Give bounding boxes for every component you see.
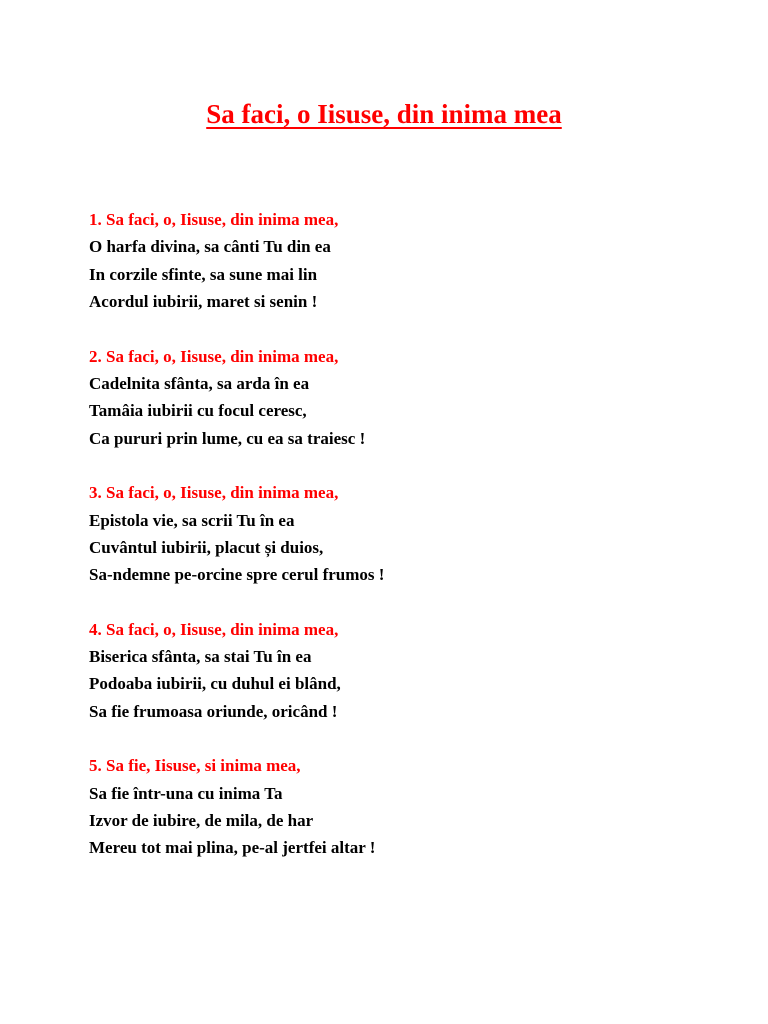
stanza-heading-1: 1. Sa faci, o, Iisuse, din inima mea, [89,210,339,229]
stanza-3 [89,479,729,589]
stanza-line: Acordul iubirii, maret si senin ! [89,292,318,312]
page-title: Sa faci, o Iisuse, din inima mea [206,99,562,129]
stanza-line: Ca pururi prin lume, cu ea sa traiesc ! [89,428,366,448]
stanza-line: Epistola vie, sa scrii Tu în ea [89,510,295,530]
stanza-1 [89,206,729,316]
stanza-heading-4: 4. Sa faci, o, Iisuse, din inima mea, [89,619,339,639]
stanza-line: Izvor de iubire, de mila, de har [89,811,314,831]
stanza-line: Podoaba iubirii, cu duhul ei blând, [89,674,341,694]
stanza-line: Cuvântul iubirii, placut și duios, [89,537,324,557]
stanza-5 [89,752,729,862]
stanza-line: O harfa divina, sa cânti Tu din ea [89,237,331,257]
stanza-heading-2: 2. Sa faci, o, Iisuse, din inima mea, [89,346,339,366]
stanza-line: Tamâia iubirii cu focul ceresc, [89,401,307,421]
stanza-line: Sa fie frumoasa oriunde, oricând ! [89,701,338,721]
stanza-heading-5: 5. Sa fie, Iisuse, si inima mea, [89,756,301,776]
song-lyrics [89,206,729,889]
stanza-line: Biserica sfânta, sa stai Tu în ea [89,647,312,667]
stanza-line: Cadelnita sfânta, sa arda în ea [89,373,310,393]
stanza-line: Mereu tot mai plina, pe-al jertfei altar ! [89,838,376,858]
stanza-line: Sa fie într-una cu inima Ta [89,783,283,803]
stanza-4 [89,616,729,726]
stanza-heading-3: 3. Sa faci, o, Iisuse, din inima mea, [89,483,339,503]
stanza-line: Sa-ndemne pe-orcine spre cerul frumos ! [89,565,385,585]
stanza-line: In corzile sfinte, sa sune mai lin [89,264,318,284]
stanza-2 [89,343,729,453]
